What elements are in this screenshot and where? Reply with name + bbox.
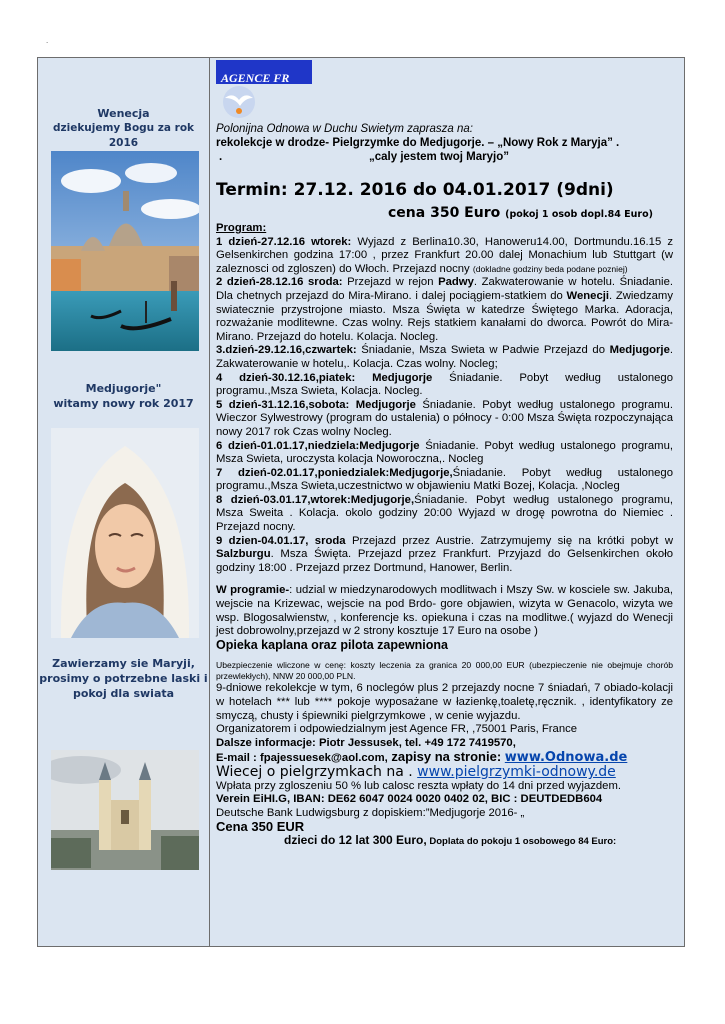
price-includes: 9-dniowe rekolekcje w tym, 6 noclegów plus 2 przejazdy nocne 7 śniadań, 7 obiado-kolacji w hotelach *** lub **** pokoje wyposażane w łazienkę,toaletę,ręcznik. , identyfikatory ze smyczą, chusty i śpiewniki pielgrzymkowe , w cenie wyjazdu. [216, 682, 673, 722]
price-heading [388, 205, 653, 221]
prayer-caption-line1: Zawierzamy sie Maryji, [52, 657, 195, 670]
program-includes: W programie-: udzial w miedzynarodowych modlitwach i Mszy Sw. w kosciele sw. Jakuba, wejscie na Krizewac, wejscie na pod Brdo- gore objawien, wizyta w Genacolo, wizyta we wsp. Blogosalwienstw, , konferencje ks. opiekuna i czas na modlitwe.( wyjazd do Wenecji jest dobrowolny,przejazd w 2 strony kosztuje 17 Euro na osobe ) [216, 584, 673, 638]
day-9: 9 dzien-04.01.17, sroda Przejazd przez Austrie. Zatrzymujemy się na krótki pobyt w Salzburgu. Msza Święta. Przejazd przez Frankfurt. Przyjazd do Gelsenkirchen około godziny 18:00 . Przejazd przez Dortmund, Hanower, Berlin. [216, 534, 673, 574]
email-line: E-mail : fpajessuesek@aol.com, zapisy na stronie: www.Odnowa.de [216, 749, 628, 766]
children-price: dzieci do 12 lat 300 Euro, Doplata do pokoju 1 osobowego 84 Euro: [284, 832, 617, 847]
rekolekcje-dot: . [219, 151, 223, 163]
more-info-line: Wiecej o pielgrzymkach na . www.pielgrzymki-odnowy.de [216, 763, 616, 780]
termin-heading: Termin: 27.12. 2016 do 04.01.2017 (9dni) [216, 180, 614, 200]
day-6: 6 dzień-01.01.17,niedziela:Medjugorje Śniadanie. Pobyt według ustalonego programu, Msza Swieta, uroczysta kolacja Noworoczna,. Nocleg [216, 439, 673, 466]
column-divider [209, 58, 210, 946]
prayer-caption [38, 656, 209, 701]
bank-name: Deutsche Bank Ludwigsburg z dopiskiem:”Medjugorje 2016- „ [216, 806, 525, 819]
organizer: Organizatorem i odpowiedzialnym jest Agence FR, ,75001 Paris, France [216, 723, 578, 736]
dove-logo [219, 84, 259, 120]
venice-caption [38, 106, 209, 151]
contact-info: Dalsze informacje: Piotr Jessusek, tel. +49 172 7419570, [216, 736, 516, 749]
page-dot: . [46, 36, 49, 45]
opieka-note: Opieka kaplana oraz pilota zapewniona [216, 637, 449, 652]
flyer-frame [37, 57, 685, 947]
day-8: 8 dzień-03.01.17,wtorek:Medjugorje,Śniadanie. Pobyt według ustalonego programu, Msza Sweita . Kolacja. okolo godziny 20:00 Wyjazd w drogę powrotna do Niemiec . Przejazd nocny. [216, 493, 673, 534]
day-3: 3.dzień-29.12.16,czwartek: Śniadanie, Msza Swieta w Padwie Przejazd do Medjugorje. Zakwaterowanie w hotelu,. Kolacja. Czas wolny. Nocleg; [216, 344, 673, 370]
venice-caption-sub: dziekujemy Bogu za rok 2016 [52, 122, 195, 149]
price-value: cena 350 Euro [388, 205, 501, 221]
bank-account: Verein EiHI.G, IBAN: DE62 6047 0024 0020 0402 02, BIC : DEUTDEDB604 [216, 793, 603, 806]
day-1: 1 dzień-27.12.16 wtorek: Wyjazd z Berlina10.30, Hanoweru14.00, Dortmundu.16.15 z Gelsenkirchen godzina 17:00 , przez Frankfurt 20.00 dalej Monachium lub Stuttgart (w zaleznosci od zgloszen) do Włoch. Przejazd nocny (dokladne godziny beda podane pozniej) [216, 235, 673, 275]
day-2: 2 dzień-28.12.16 sroda: Przejazd w rejon Padwy. Zakwaterowanie w hotelu. Śniadanie. Dla chetnych przejazd do Mira-Mirano. i dalej pociągiem-statkiem do Wenecji. Zwiedzamy swiatecznie przystrojone miasto. Msza Święta w katedrze Świętego Marka. Adoracja, rozważanie modlitewne. Czas wolny. Rejs statkiem kanałami do dworca. Powrót do Mira-Mirano. Przejazd do hotelu. Kolacja. Nocleg. [216, 276, 673, 343]
odnowa-link[interactable]: www.Odnowa.de [504, 750, 628, 766]
intro-text: Polonijna Odnowa w Duchu Swietym zaprasza na: [216, 123, 473, 135]
rekolekcje-title: rekolekcje w drodze- Pielgrzymke do Medjugorje. – „Nowy Rok z Maryja” . [216, 137, 620, 149]
price-note: (pokoj 1 osob dopl.84 Euro) [505, 209, 653, 220]
payment-note: Wpłata przy zgloszeniu 50 % lub calosc reszta wpłaty do 14 dni przed wyjazdem. [216, 779, 622, 792]
day-4: 4 dzień-30.12.16,piatek: Medjugorje Śniadanie. Pobyt według ustalonego programu.,Msza Swieta, Kolacja. Nocleg. [216, 371, 673, 398]
prayer-caption-line3: pokoj dla swiata [72, 687, 175, 700]
agence-badge: AGENCE FR [216, 60, 312, 84]
main-content [211, 58, 681, 946]
church-photo [51, 750, 199, 870]
medjugorje-caption [38, 381, 209, 411]
prayer-caption-line2: prosimy o potrzebne laski i [39, 672, 208, 685]
day-5: 5 dzień-31.12.16,sobota: Medjugorje Śniadanie. Pobyt według ustalonego programu. Wieczor Sylwestrowy (program do ustalenia) o północy - 0:00 Msza Święta rozpoczynająca nowy 2017 rok Czas wolny Nocleg. [216, 398, 673, 438]
program-section [216, 222, 673, 849]
medjugorje-caption-title: Medjugorje" [85, 382, 162, 395]
pielgrzymki-link[interactable]: www.pielgrzymki-odnowy.de [417, 763, 616, 780]
medjugorje-caption-sub: witamy nowy rok 2017 [53, 397, 194, 410]
day-7: 7 dzień-02.01.17,poniedzialek:Medjugorje,Śniadanie. Pobyt według ustalonego programu.,Msza Swieta,uczestnictwo w objawieniu Matki Bozej, Kolacja. ,Nocleg [216, 466, 673, 493]
mary-image [51, 428, 199, 638]
venice-caption-title: Wenecja [97, 107, 150, 120]
final-price: Cena 350 EUR [216, 819, 305, 835]
insurance-note: Ubezpieczenie wliczone w cenę: koszty leczenia za granica 20 000,00 EUR (ubezpieczenie nie obejmuje chorób przewlekłych), NNW 20 000,00 PLN. [216, 660, 673, 682]
program-title: Program: [216, 222, 267, 234]
left-sidebar [38, 58, 209, 946]
venice-photo [51, 151, 199, 351]
rekolekcje-motto: „caly jestem twoj Maryjo” [369, 151, 509, 163]
